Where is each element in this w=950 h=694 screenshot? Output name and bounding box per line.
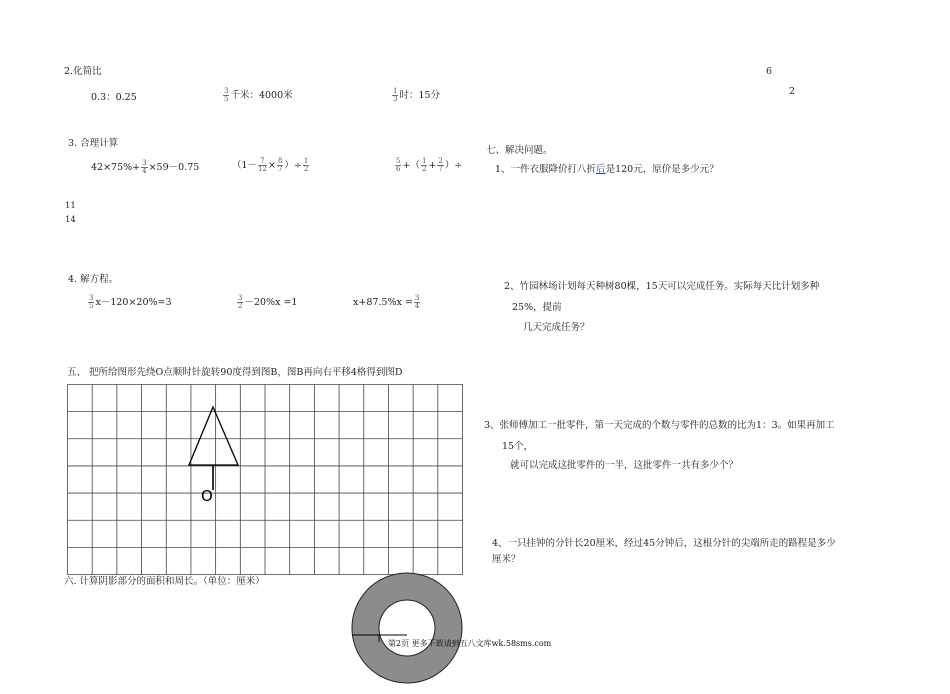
word-problem: 就可以完成这批零件的一半，这批零件一共有多少个？ <box>510 460 739 471</box>
fraction: $\frac{3}{2}$ <box>238 294 243 310</box>
overflow-numerator: 11 <box>65 201 76 211</box>
word-problem: 2、竹园林场计划每天种树80棵，15天可以完成任务。实际每天比计划多种 <box>504 281 820 292</box>
word-problem: 15个， <box>502 441 534 452</box>
section-title: 七、解决问题。 <box>486 145 553 156</box>
ratio-expression: $\frac{3}{5}$ 千米：4000米 <box>224 87 293 103</box>
section-title: 4. 解方程。 <box>68 274 119 285</box>
fraction: $\frac{1}{2}$ <box>303 157 309 173</box>
shaded-ring <box>352 573 462 683</box>
page-number-fragment: 6 <box>766 66 773 77</box>
fraction: $\frac{7}{12}$ <box>258 157 267 173</box>
fraction: $\frac{5}{6}$ <box>396 157 401 173</box>
ratio-expression: 0.3：0.25 <box>91 92 137 103</box>
section-title: 2.化简比 <box>64 66 102 77</box>
equation: $\frac{3}{5}$ x－120×20%=3 <box>89 294 172 310</box>
section-title: 3. 合理计算 <box>68 138 119 149</box>
equation: x+87.5%x = $\frac{3}{4}$ <box>353 294 420 310</box>
word-problem: 厘米？ <box>492 554 521 565</box>
rotation-center-label: O <box>201 487 213 505</box>
calc-expression: $\frac{5}{6}$ +（ $\frac{1}{2}$ + $\frac{2}{7}$ ）÷ <box>396 157 463 173</box>
triangle-shape <box>189 407 238 465</box>
calc-expression: 42×75%+ $\frac{3}{4}$ ×59－0.75 <box>91 159 200 175</box>
page-footer: 第2页 更多下载请到五八文库wk.58sms.com <box>388 639 552 648</box>
word-problem: 几天完成任务？ <box>523 322 590 333</box>
fraction: $\frac{3}{5}$ <box>224 87 229 103</box>
word-problem: 1、一件衣服降价打八折后是120元，原价是多少元？ <box>495 164 719 175</box>
equation: $\frac{3}{2}$ －20%x =1 <box>238 294 298 310</box>
ring-figure <box>351 572 463 694</box>
fraction: $\frac{1}{3}$ <box>393 87 398 103</box>
word-problem: 4、一只挂钟的分针长20厘米，经过45分钟后，这根分针的尖端所走的路程是多少 <box>492 538 836 549</box>
overflow-denominator: 14 <box>65 215 76 225</box>
grid-figure <box>67 384 464 576</box>
fraction: $\frac{3}{5}$ <box>89 294 94 310</box>
calc-expression: （1－ $\frac{7}{12}$ × $\frac{8}{7}$ ）÷ $\frac{1}{2}$ <box>232 157 309 173</box>
fraction: $\frac{3}{4}$ <box>142 159 147 175</box>
fraction: $\frac{3}{4}$ <box>414 294 420 310</box>
word-problem: 3、张师傅加工一批零件，第一天完成的个数与零件的总数的比为1：3。如果再加工 <box>484 420 835 431</box>
page-number-fragment: 2 <box>789 86 796 97</box>
fraction: $\frac{8}{7}$ <box>277 157 283 173</box>
word-problem: 25%，提前 <box>512 302 562 313</box>
fraction: $\frac{2}{7}$ <box>438 157 443 173</box>
section-title: 六. 计算阴影部分的面积和周长。（单位：厘米） <box>64 576 265 587</box>
ratio-expression: $\frac{1}{3}$ 时：15分 <box>393 87 441 103</box>
section-title: 五、 把所给图形先绕O点顺时针旋转90度得到图B，图B再向右平移4格得到图D <box>67 367 403 378</box>
fraction: $\frac{1}{2}$ <box>421 157 427 173</box>
problem-link[interactable]: 后 <box>596 164 606 175</box>
